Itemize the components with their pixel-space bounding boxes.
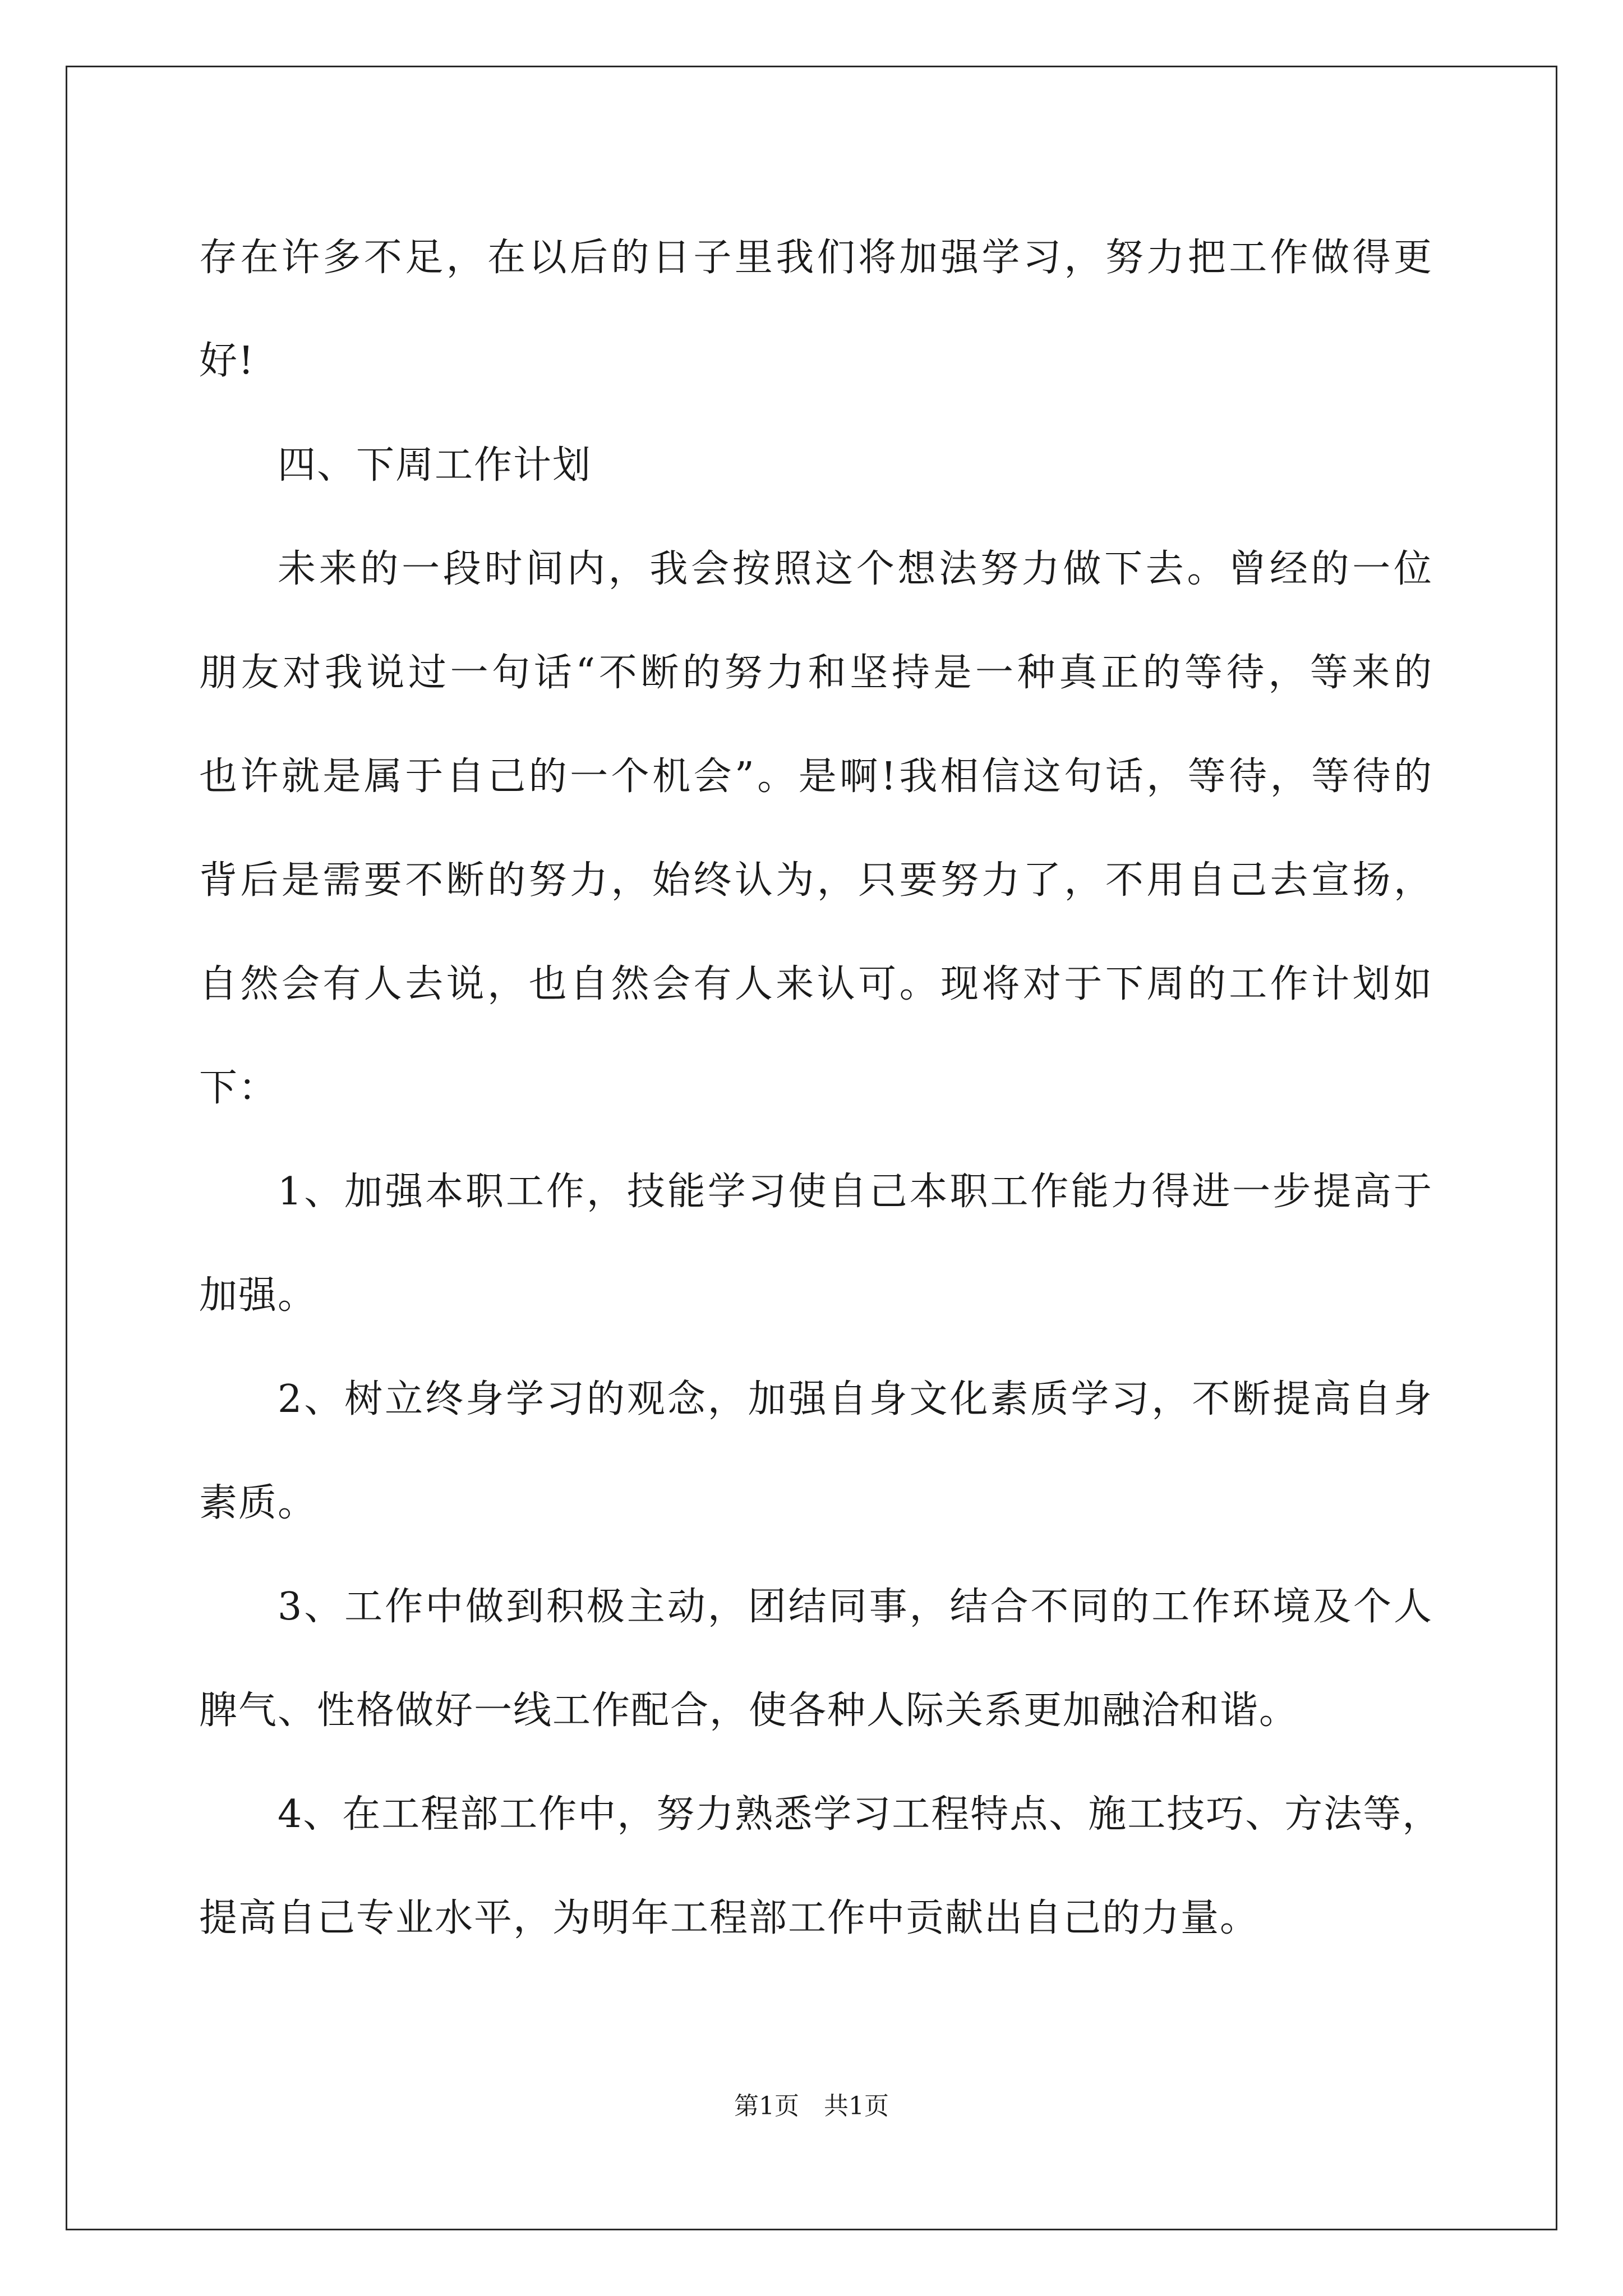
list-item-2-line: 素质。 (199, 1481, 317, 1525)
list-item-2-line: 2、树立终身学习的观念，加强自身文化素质学习，不断提高自身 (278, 1377, 1433, 1421)
paragraph-line: 下： (199, 1066, 278, 1110)
paragraph-line: 自然会有人去说，也自然会有人来认可。现将对于下周的工作计划如 (199, 962, 1433, 1006)
paragraph-line: 未来的一段时间内，我会按照这个想法努力做下去。曾经的一位 (278, 547, 1433, 591)
paragraph-line: 朋友对我说过一句话“不断的努力和坚持是一种真正的等待，等来的 (199, 651, 1433, 695)
list-item-1-line: 加强。 (199, 1273, 317, 1318)
paragraph-line: 好! (199, 339, 255, 383)
list-item-4-line: 提高自己专业水平，为明年工程部工作中贡献出自己的力量。 (199, 1896, 1260, 1940)
paragraph-line: 存在许多不足，在以后的日子里我们将加强学习，努力把工作做得更 (199, 236, 1433, 280)
paragraph-line: 背后是需要不断的努力，始终认为，只要努力了，不用自己去宣扬， (199, 858, 1433, 903)
list-item-3-line: 3、工作中做到积极主动，团结同事，结合不同的工作环境及个人 (278, 1585, 1433, 1629)
section-heading: 四、下周工作计划 (278, 443, 592, 487)
list-item-4-line: 4、在工程部工作中，努力熟悉学习工程特点、施工技巧、方法等， (278, 1792, 1442, 1837)
list-item-3-line: 脾气、性格做好一线工作配合，使各种人际关系更加融洽和谐。 (199, 1688, 1299, 1733)
paragraph-line: 也许就是属于自己的一个机会”。是啊!我相信这句话，等待，等待的 (199, 754, 1433, 799)
list-item-1-line: 1、加强本职工作，技能学习使自己本职工作能力得进一步提高于 (278, 1170, 1433, 1214)
page-footer: 第1页 共1页 (734, 2092, 889, 2120)
